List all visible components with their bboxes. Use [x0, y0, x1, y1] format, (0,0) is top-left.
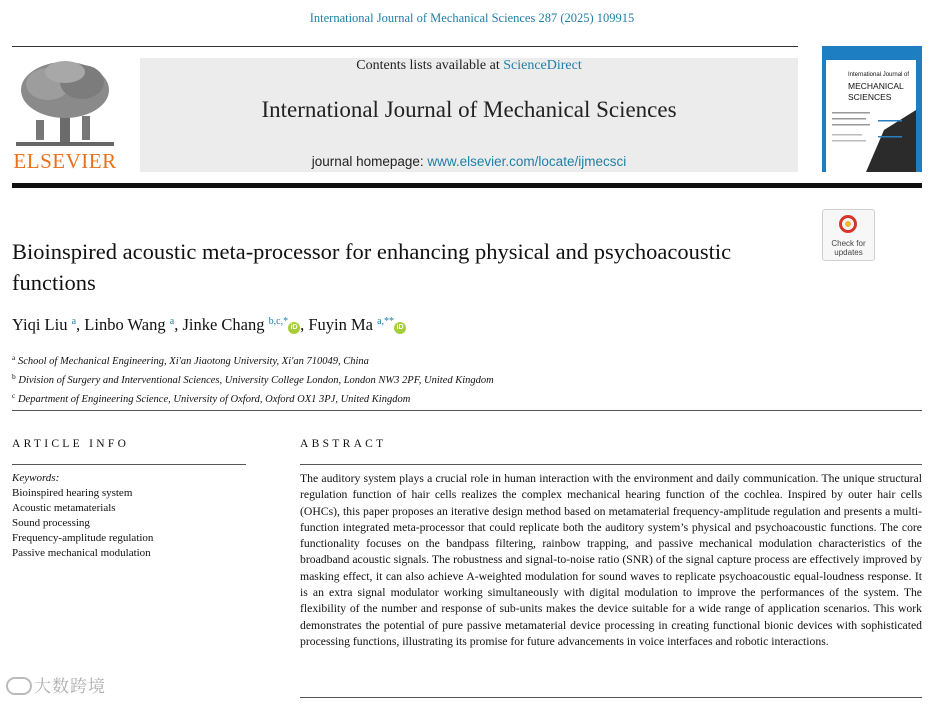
cover-line-3: SCIENCES [848, 92, 892, 102]
update-label-line-1: Check for [831, 239, 866, 248]
contents-line [140, 58, 798, 74]
journal-title: International Journal of Mechanical Sciences [261, 97, 677, 122]
affiliation-item [12, 369, 494, 388]
check-for-updates-badge[interactable] [822, 209, 875, 261]
author-name[interactable]: Jinke Chang [182, 315, 265, 334]
affiliation-item [12, 388, 494, 407]
affiliation-marker: b [12, 372, 16, 381]
homepage-line [140, 154, 798, 169]
update-label [823, 240, 874, 257]
author-affiliation-marker[interactable]: a [169, 316, 175, 327]
watermark-logo-icon [6, 677, 32, 695]
contents-prefix: Contents lists available at [356, 58, 504, 73]
article-info-rule [12, 464, 246, 465]
elsevier-tree-icon [12, 58, 118, 150]
affiliation-text: School of Mechanical Engineering, Xi'an Jiaotong University, Xi'an 710049, China [17, 356, 369, 367]
affiliation-list [12, 350, 494, 407]
abstract-text: The auditory system plays a crucial role in human interaction with the environment and daily communication. The unique structural regulation function of hair cells realizes the complex mechanical hearing function of the cochlea. Inspired by outer hair cells (OHCs), this paper proposes an iterative design method based on metamaterial frequency-amplitude regulation and presents a multi-function integrated meta-processor that could replicate both the auditory system’s physical and psychoacoustic functions. The core functionality focuses on the bandpass filtering, rainbow trapping, and passive mechanical modulation characteristics of the broadband acoustic signals. The robustness and signal-to-noise ratio (SNR) of the signal capture process are effectively improved by masking effect, it can also achieve A-weighted modulation for sound waves to replicate psychoacoustic equal-loudness response. It is an extra signal modulator working simultaneously with digital modulation to improve the performances of the system. The flexibility of the number and response of sub-units makes the device suitable for a wide range of application scenarios. This work demonstrates the potential of pure passive metamaterial device processing in creating functional bionic devices with sophisticated processing functions, illustrating its promise for future advancements in voice interfaces and robotic interactions. [300, 472, 922, 648]
cover-line-1: International Journal of [848, 72, 910, 78]
author-affiliation-marker[interactable]: a,** [377, 316, 395, 327]
abstract-heading: ABSTRACT [300, 438, 387, 450]
author-name[interactable]: Yiqi Liu [12, 315, 68, 334]
affiliation-text: Department of Engineering Science, University of Oxford, Oxford OX1 3PJ, United Kingdom [17, 394, 411, 405]
homepage-prefix: journal homepage: [311, 154, 428, 169]
affiliation-marker: a [12, 353, 16, 362]
keyword-item: Bioinspired hearing system [12, 487, 133, 499]
author-name[interactable]: Linbo Wang [84, 315, 166, 334]
abstract-bottom-rule [300, 697, 922, 698]
affiliation-marker: c [12, 391, 16, 400]
journal-homepage-link[interactable]: www.elsevier.com/locate/ijmecsci [427, 154, 627, 169]
affiliation-item [12, 350, 494, 369]
sciencedirect-link[interactable]: ScienceDirect [503, 58, 582, 73]
header-top-rule [12, 46, 798, 47]
abstract-rule [300, 464, 922, 465]
author-affiliation-marker[interactable]: b,c,* [268, 316, 289, 327]
author-name[interactable]: Fuyin Ma [308, 315, 373, 334]
journal-citation[interactable]: International Journal of Mechanical Sciences 287 (2025) 109915 [309, 11, 635, 25]
orcid-icon[interactable]: iD [394, 322, 406, 334]
keyword-item: Sound processing [12, 517, 90, 529]
section-divider [12, 410, 922, 411]
update-label-line-2: updates [834, 247, 863, 257]
keywords-block [12, 471, 153, 561]
elsevier-wordmark: ELSEVIER [13, 149, 117, 173]
elsevier-logo[interactable] [12, 58, 118, 174]
journal-cover-thumbnail[interactable] [822, 46, 922, 172]
watermark [6, 672, 106, 697]
cover-page [826, 60, 916, 172]
keyword-item: Passive mechanical modulation [12, 547, 151, 559]
author-list: Yiqi Liu $^a$, Linbo Wang $^a$, Jinke Chang $^{b,c,*}$iD , Fuyin Ma $^{a,**}$iD [12, 315, 406, 335]
keywords-heading: Keywords: [12, 472, 60, 484]
keyword-item: Frequency-amplitude regulation [12, 532, 154, 544]
affiliation-text: Division of Surgery and Interventional Sciences, University College London, London NW3 2PF, United Kingdom [18, 375, 494, 386]
header-thick-rule [12, 183, 922, 188]
journal-banner [140, 58, 798, 172]
keyword-item: Acoustic metamaterials [12, 502, 116, 514]
watermark-text: 大数跨境 [34, 677, 106, 697]
author-affiliation-marker[interactable]: a [71, 316, 77, 327]
cover-graphic-icon [826, 60, 916, 172]
article-info-heading: ARTICLE INFO [12, 438, 130, 450]
orcid-icon[interactable]: iD [288, 322, 300, 334]
update-bookmark-icon [839, 215, 857, 233]
article-title: Bioinspired acoustic meta-processor for enhancing physical and psychoacoustic functions [12, 239, 732, 295]
cover-line-2: MECHANICAL [848, 81, 904, 91]
